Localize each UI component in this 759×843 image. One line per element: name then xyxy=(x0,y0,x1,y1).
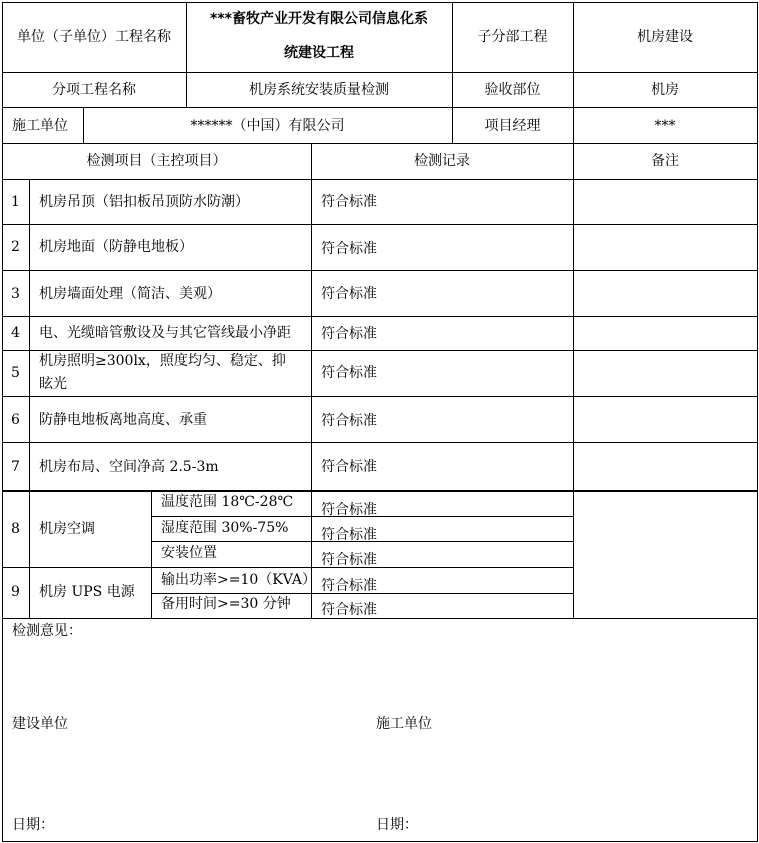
rule xyxy=(757,2,758,842)
item-number: 5 xyxy=(11,365,20,381)
item-number: 9 xyxy=(11,584,20,600)
rule xyxy=(2,841,758,842)
ups-sub-record: 符合标准 xyxy=(321,602,377,618)
rule xyxy=(311,143,312,619)
rule xyxy=(2,179,758,180)
item-record: 符合标准 xyxy=(321,286,377,302)
sub-division-label: 子分部工程 xyxy=(477,29,548,45)
item-record: 符合标准 xyxy=(321,413,377,429)
rule xyxy=(2,143,758,144)
item-name: 防静电地板离地高度、承重 xyxy=(39,412,207,428)
ac-sub-record: 符合标准 xyxy=(321,552,377,568)
rule xyxy=(2,2,758,3)
rule xyxy=(2,490,758,492)
item-number: 4 xyxy=(11,325,20,341)
ups-sub-label: 输出功率>=10（KVA） xyxy=(161,572,317,588)
item-project-label: 分项工程名称 xyxy=(52,82,136,98)
rule xyxy=(29,179,30,619)
item-name: 机房墙面处理（简洁、美观） xyxy=(39,286,221,302)
ac-sub-label: 湿度范围 30%-75% xyxy=(161,520,289,536)
rule xyxy=(2,270,758,271)
item-record: 符合标准 xyxy=(321,365,377,381)
contractor-value: ******（中国）有限公司 xyxy=(190,118,345,134)
item-name: 机房布局、空间净高 2.5-3m xyxy=(39,459,219,475)
contractor-sign-label: 施工单位 xyxy=(376,716,432,732)
acceptance-label: 验收部位 xyxy=(484,82,541,98)
item-name: 机房地面（防静电地板） xyxy=(39,239,193,255)
opinion-label: 检测意见： xyxy=(12,623,82,639)
item-number: 2 xyxy=(11,239,20,255)
item-number: 6 xyxy=(11,412,20,428)
ac-name: 机房空调 xyxy=(39,521,95,537)
item-project-value: 机房系统安装质量检测 xyxy=(249,82,389,98)
project-name-line1: ***畜牧产业开发有限公司信息化系 xyxy=(210,11,428,27)
ac-sub-record: 符合标准 xyxy=(321,527,377,543)
sub-division-value: 机房建设 xyxy=(637,29,693,45)
item-number: 1 xyxy=(11,194,20,210)
ups-name: 机房 UPS 电源 xyxy=(39,584,135,600)
rule xyxy=(2,224,758,225)
rule xyxy=(2,396,758,397)
item-name-line1: 机房照明≥300lx，照度均匀、稳定、抑 xyxy=(39,353,286,369)
item-record: 符合标准 xyxy=(321,194,377,210)
item-record: 符合标准 xyxy=(321,241,377,257)
ac-sub-record: 符合标准 xyxy=(321,502,377,518)
item-number: 3 xyxy=(11,286,20,302)
ups-sub-label: 备用时间>=30 分钟 xyxy=(161,596,291,612)
manager-value: *** xyxy=(654,118,676,134)
column-header-record: 检测记录 xyxy=(414,153,470,169)
item-record: 符合标准 xyxy=(321,459,377,475)
item-name: 电、光缆暗管敷设及与其它管线最小净距 xyxy=(39,325,291,341)
acceptance-value: 机房 xyxy=(651,82,679,98)
ac-sub-label: 安装位置 xyxy=(161,545,217,561)
project-name-line2: 统建设工程 xyxy=(284,45,354,61)
ups-sub-record: 符合标准 xyxy=(321,578,377,594)
ac-sub-label: 温度范围 18℃-28℃ xyxy=(161,494,294,510)
item-name: 机房吊顶（铝扣板吊顶防水防潮） xyxy=(39,194,249,210)
rule xyxy=(2,107,758,108)
rule xyxy=(2,316,758,317)
rule xyxy=(2,567,573,568)
rule xyxy=(2,350,758,351)
rule xyxy=(2,442,758,443)
item-record: 符合标准 xyxy=(321,326,377,342)
date-left-label: 日期： xyxy=(12,817,54,833)
item-name-line2: 眩光 xyxy=(39,376,67,392)
contractor-label: 施工单位 xyxy=(12,118,68,134)
date-right-label: 日期： xyxy=(376,817,418,833)
rule xyxy=(2,72,758,73)
column-header-item: 检测项目（主控项目） xyxy=(86,153,227,169)
unit-project-label: 单位（子单位）工程名称 xyxy=(17,29,171,45)
item-number: 7 xyxy=(11,459,20,475)
rule xyxy=(2,618,758,619)
manager-label: 项目经理 xyxy=(484,118,541,134)
rule xyxy=(151,490,152,619)
item-number: 8 xyxy=(11,521,20,537)
builder-label: 建设单位 xyxy=(12,716,68,732)
column-header-remark: 备注 xyxy=(651,153,679,169)
